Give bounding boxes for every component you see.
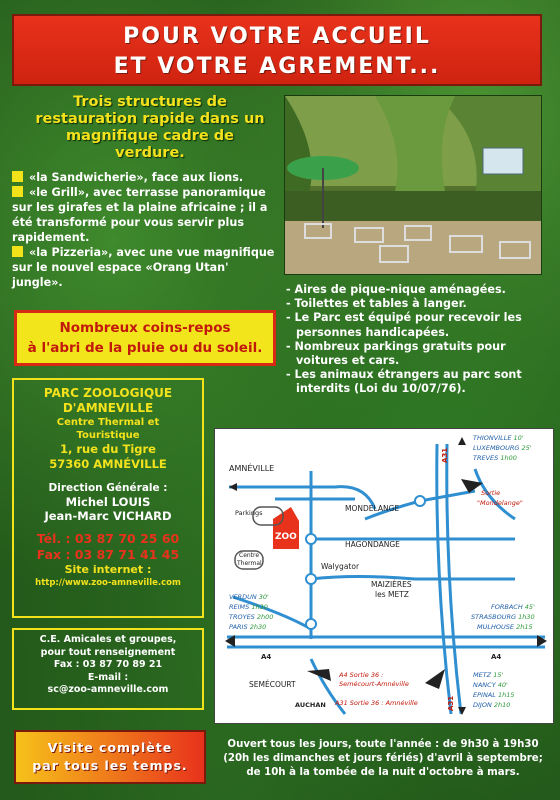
visit-line-2: par tous les temps.: [32, 758, 188, 773]
list-item: - Aires de pique-nique aménagées.: [286, 283, 506, 296]
fax: Fax : 03 87 71 41 45: [36, 547, 180, 562]
list-item: - Les animaux étrangers au parc sont interdits (Loi du 10/07/76).: [286, 368, 522, 396]
map-label-semecourt: SEMÉCOURT: [249, 680, 296, 689]
dest-north-city: TREVES: [473, 454, 499, 462]
dest-south-city: NANCY: [473, 681, 496, 689]
map-label-maizieres-2: les METZ: [375, 590, 409, 599]
header-banner: [12, 14, 542, 86]
svg-text:METZ 15': [473, 671, 503, 679]
svg-text:PARIS 2h30: [229, 623, 266, 631]
map-label-a4-left: A4: [261, 653, 272, 661]
dest-east-city: STRASBOURG: [471, 613, 517, 621]
svg-text:THIONVILLE 10': [473, 434, 524, 442]
opening-hours: [212, 738, 554, 780]
map-label-hagondange: HAGONDANGE: [345, 540, 400, 549]
map-label-sortie36-a31: A31 Sortie 36 : Amnéville: [335, 699, 418, 707]
map-label-a31-bottom: A31: [447, 695, 455, 711]
park-name-2: D'AMNEVILLE: [62, 401, 154, 415]
svg-text:VERDUN 30': [229, 593, 269, 601]
svg-text:REIMS 1h30: [229, 603, 268, 611]
groups-box: [12, 628, 204, 710]
list-item: «le Grill», avec terrasse panoramique sur les girafes et la plaine africaine ; il a été transformé pour vous servir plus rapidement.: [12, 186, 268, 244]
ce-email: sc@zoo-amneville.com: [47, 684, 169, 695]
dest-west-city: PARIS: [229, 623, 248, 631]
rest-line-2: à l'abri de la pluie ou du soleil.: [27, 340, 263, 356]
svg-text:TREVES 1h00: [473, 454, 517, 462]
site-label: Site internet :: [64, 563, 152, 576]
street: 1, rue du Tigre: [60, 442, 156, 456]
svg-text:TROYES 2h00: [229, 613, 273, 621]
hours-line-3: de 10h à la tombée de la nuit d'octobre à mars.: [246, 767, 520, 778]
dest-south-city: METZ: [473, 671, 492, 679]
list-item: - Le Parc est équipé pour recevoir les personnes handicapées.: [286, 311, 522, 339]
park-sub-1: Centre Thermal et: [56, 417, 160, 428]
svg-text:DIJON 2h10: [473, 701, 510, 709]
city: 57360 AMNÉVILLE: [49, 457, 167, 471]
dest-west-city: VERDUN: [229, 593, 257, 601]
dest-west-time: 2h00: [256, 613, 274, 621]
terrace-illustration: [285, 96, 541, 274]
dest-south-time: 1h15: [497, 691, 515, 699]
rest-line-1: Nombreux coins-repos: [59, 320, 231, 336]
dest-north-city: LUXEMBOURG: [473, 444, 520, 452]
ce-line-2: pour tout renseignement: [40, 646, 176, 658]
svg-text:FORBACH 45': [491, 603, 535, 611]
dest-south-city: DIJON: [473, 701, 492, 709]
park-sub-2: Touristique: [76, 430, 140, 441]
banner-line-2: ET VOTRE AGREMENT...: [113, 54, 441, 79]
dest-west-city: TROYES: [229, 613, 255, 621]
map-label-zoo: ZOO: [275, 532, 297, 542]
address-box: [12, 378, 204, 618]
dest-east-time: 45': [524, 603, 535, 611]
dest-east-city: MULHOUSE: [477, 623, 514, 631]
map-label-parkings: Parkings: [235, 509, 263, 517]
terrace-photo: [284, 95, 542, 275]
map-label-sortie-mondelange-1: Sortie: [481, 489, 501, 497]
direction-label: Direction Générale :: [48, 482, 168, 494]
map-label-sortie36-a4-2: Semécourt-Amnéville: [339, 680, 409, 688]
hours-line-1: Ouvert tous les jours, toute l'année : de 9h30 à 19h30: [227, 739, 539, 750]
hours-line-2: (20h les dimanches et jours fériés) d'avril à septembre;: [223, 753, 543, 764]
amenities-list: [286, 283, 548, 397]
map-label-a31-top: A31: [441, 447, 449, 463]
visit-line-1: Visite complète: [47, 740, 173, 755]
svg-text:LUXEMBOURG 25': [473, 444, 532, 452]
list-item: «la Pizzeria», avec une vue magnifique sur le nouvel espace «Orang Utan' jungle».: [12, 246, 275, 289]
svg-text:NANCY 40': [473, 681, 508, 689]
map-label-amneville: AMNÉVILLE: [229, 464, 275, 473]
dest-north-time: 1h00: [500, 454, 517, 462]
dest-south-city: EPINAL: [473, 691, 496, 699]
square-bullet-icon: [12, 246, 23, 257]
dest-east-time: 1h30: [518, 613, 535, 621]
list-item: - Toilettes et tables à langer.: [286, 297, 467, 311]
dest-east-city: FORBACH: [491, 603, 523, 611]
list-item: «la Sandwicherie», face aux lions.: [12, 170, 282, 185]
svg-text:STRASBOURG 1h30: [471, 613, 535, 621]
intro-title: Trois structures de restauration rapide dans un magnifique cadre de verdure.: [35, 94, 265, 161]
ce-email-label: E-mail :: [87, 671, 129, 683]
map-label-a4-right: A4: [491, 653, 502, 661]
map-label-walygator: Walygator: [321, 562, 360, 571]
map-label-mondelange: MONDELANGE: [345, 504, 400, 513]
list-item: - Nombreux parkings gratuits pour voitures et cars.: [286, 339, 506, 368]
dest-east-time: 2h15: [516, 623, 533, 631]
dest-west-time: 30': [258, 593, 269, 601]
map-label-auchan: AUCHAN: [295, 701, 326, 709]
dest-south-time: 40': [497, 681, 508, 689]
square-bullet-icon: [12, 186, 23, 197]
square-bullet-icon: [12, 171, 23, 182]
svg-text:MULHOUSE 2h15: [477, 623, 533, 631]
rest-areas-box: [14, 310, 276, 366]
map-label-maizieres-1: MAIZIÈRES: [371, 580, 412, 589]
dest-west-time: 2h30: [249, 623, 267, 631]
zoo-marker-icon: [273, 507, 299, 549]
visit-badge: [14, 730, 206, 784]
dest-south-time: 2h10: [493, 701, 511, 709]
dest-north-city: THIONVILLE: [473, 434, 512, 442]
phone: Tél. : 03 87 70 25 60: [36, 531, 180, 546]
site-url: http://www.zoo-amneville.com: [35, 578, 181, 588]
park-name-1: PARC ZOOLOGIQUE: [43, 386, 173, 400]
dest-south-time: 15': [493, 671, 504, 679]
map-label-thermal: Thermal: [237, 560, 262, 567]
restaurant-list: [12, 170, 282, 290]
map-label-centre: Centre: [239, 552, 260, 559]
director-1: Michel LOUIS: [65, 495, 151, 509]
dest-west-city: REIMS: [229, 603, 250, 611]
map-label-sortie36-a4-1: A4 Sortie 36 :: [339, 671, 384, 679]
banner-line-1: POUR VOTRE ACCUEIL: [123, 24, 431, 49]
map-label-sortie-mondelange-2: "Mondelange": [477, 499, 523, 507]
svg-text:EPINAL 1h15: [473, 691, 514, 699]
dest-north-time: 10': [513, 434, 524, 442]
dest-north-time: 25': [521, 444, 532, 452]
ce-fax: Fax : 03 87 70 89 21: [53, 659, 163, 670]
road-map: [215, 429, 553, 723]
dest-west-time: 1h30: [251, 603, 268, 611]
access-map: [214, 428, 554, 724]
director-2: Jean-Marc VICHARD: [44, 509, 172, 523]
ce-line-1: C.E. Amicales et groupes,: [39, 634, 177, 645]
